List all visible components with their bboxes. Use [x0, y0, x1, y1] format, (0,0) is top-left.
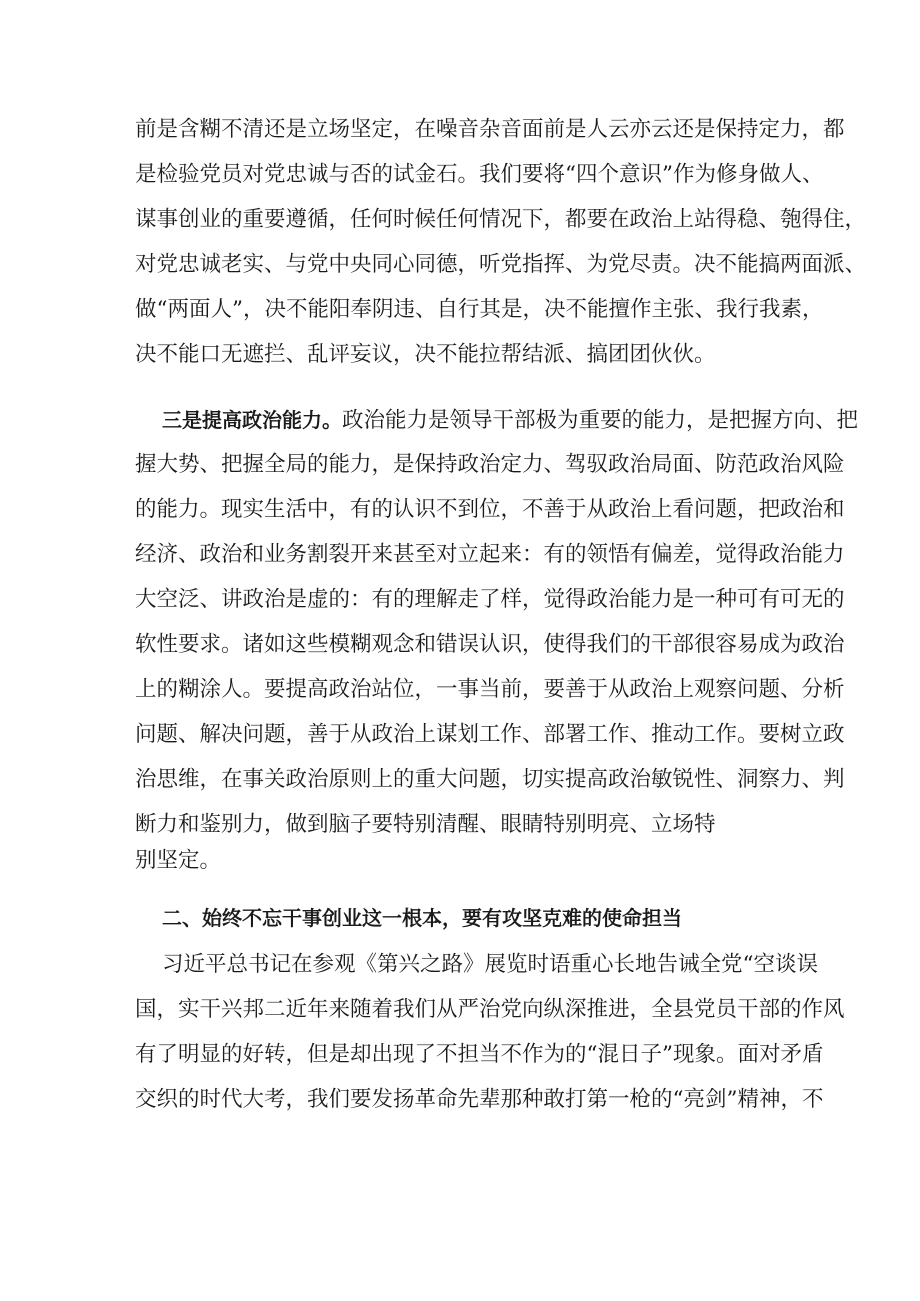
paragraph-lead-rest: 政治能力是领导干部极为重要的能力，是把握方向、把	[342, 408, 859, 433]
paragraph-line: 习近平总书记在参观《第兴之路》展览时语重心长地告诫全党“空谈误	[162, 952, 818, 977]
paragraph-line: 对党忠诚老实、与党中央同心同德，听党指挥、为党尽责。决不能搞两面派、	[135, 252, 867, 277]
paragraph-line: 做“两面人”，决不能阳奉阴违、自行其是，决不能擅作主张、我行我素，	[135, 297, 824, 322]
paragraph-line: 握大势、把握全局的能力，是保持政治定力、驾驭政治局面、防范政治风险	[135, 452, 845, 477]
paragraph-line: 是检验党员对党忠诚与否的试金石。我们要将“四个意识”作为修身做人、	[135, 162, 824, 187]
paragraph-line: 经济、政治和业务割裂开来甚至对立起来：有的领悟有偏差，觉得政治能力	[135, 542, 845, 567]
paragraph-line: 问题、解决问题，善于从政治上谋划工作、部署工作、推动工作。要树立政	[135, 722, 845, 747]
paragraph-lead-bold: 三是提高政治能力。	[162, 408, 342, 432]
paragraph-line: 的能力。现实生活中，有的认识不到位，不善于从政治上看问题，把政治和	[135, 497, 845, 522]
section-heading: 二、始终不忘干事创业这一根本，要有攻坚克难的使命担当	[162, 906, 682, 930]
paragraph-line: 上的糊涂人。要提高政治站位，一事当前，要善于从政治上观察问题、分析	[135, 677, 845, 702]
paragraph-line: 别坚定。	[135, 848, 222, 873]
paragraph-line: 谋事创业的重要遵循，任何时候任何情况下，都要在政治上站得稳、匏得住，	[135, 207, 867, 232]
paragraph-line: 前是含糊不清还是立场坚定，在噪音杂音面前是人云亦云还是保持定力，都	[135, 117, 845, 142]
paragraph-line: 软性要求。诸如这些模糊观念和错误认识，使得我们的干部很容易成为政治	[135, 632, 845, 657]
paragraph-line: 治思维，在事关政治原则上的重大问题，切实提高政治敏锐性、洞察力、判	[135, 767, 845, 792]
paragraph-line: 大空泛、讲政治是虚的：有的理解走了样，觉得政治能力是一种可有可无的	[135, 587, 845, 612]
paragraph-line: 决不能口无遮拦、乱评妄议，决不能拉帮结派、搞团团伙伙。	[135, 342, 716, 367]
paragraph-line: 断力和鉴别力，做到脑子要特别清醒、眼睛特别明亮、立场特	[135, 812, 716, 837]
paragraph-line: 国，实干兴邦二近年来随着我们从严治党向纵深推进，全县党员干部的作风	[135, 997, 845, 1022]
paragraph-line: 交织的时代大考，我们要发扬革命先辈那种敢打第一枪的“亮剑”精神，不	[135, 1087, 824, 1112]
paragraph-line: 有了明显的好转，但是却出现了不担当不作为的“混日子”现象。面对矛盾	[135, 1042, 824, 1067]
paragraph-first-line	[162, 405, 859, 436]
